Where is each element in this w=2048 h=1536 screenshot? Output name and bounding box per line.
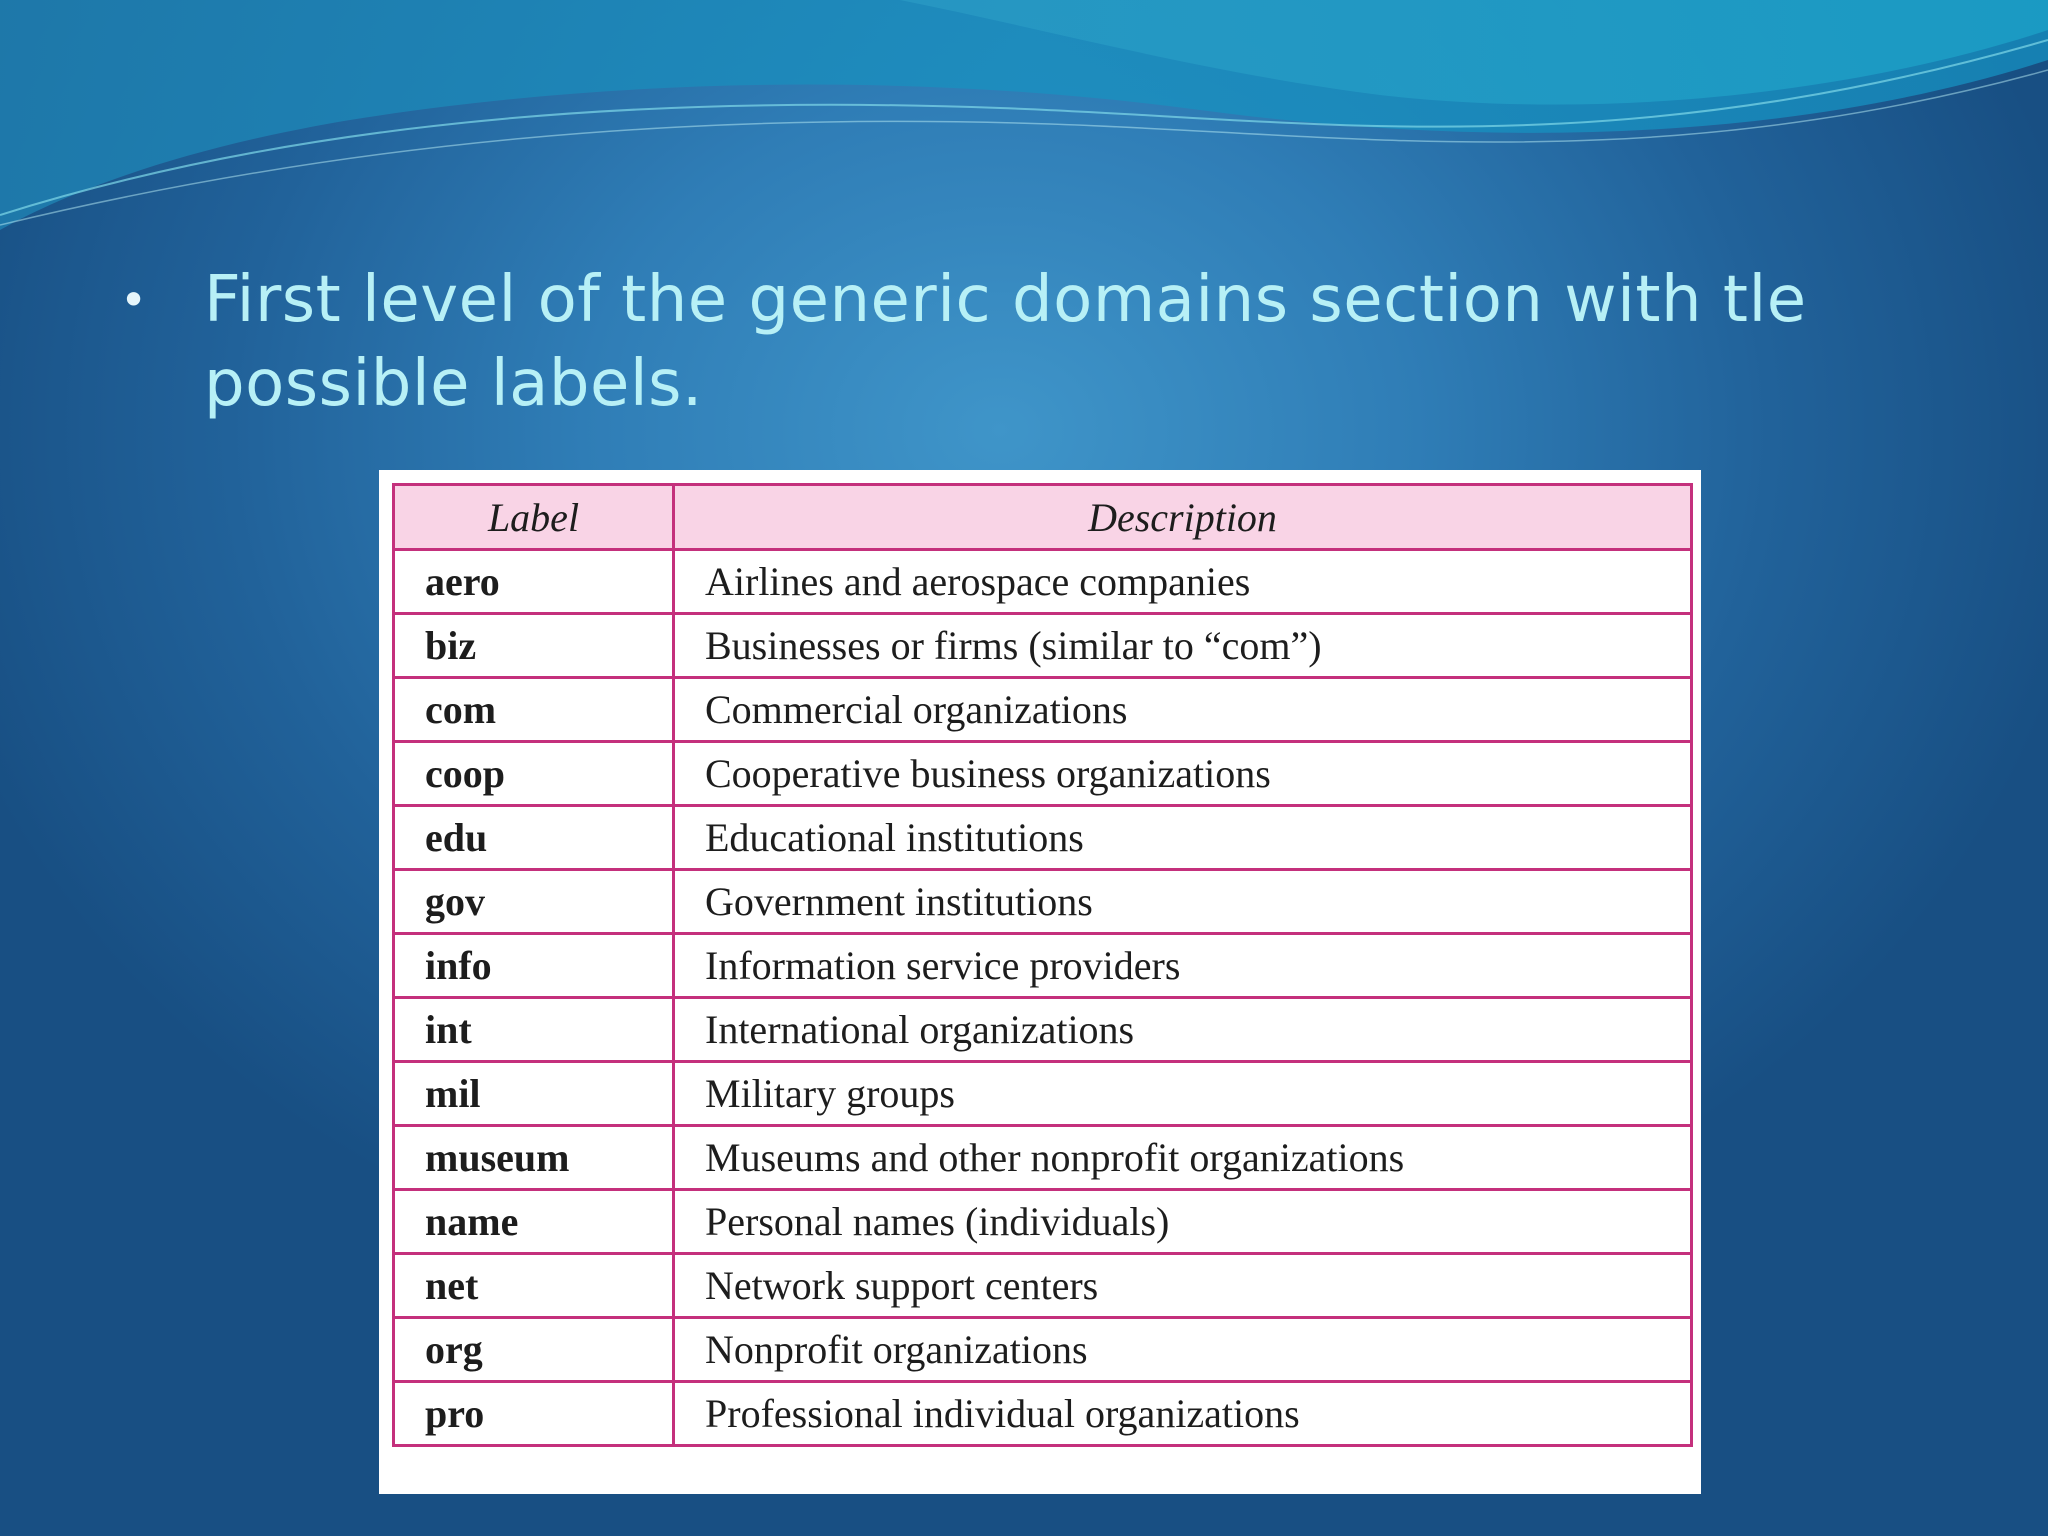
table-row [394,678,1692,742]
domain-label-cell: biz [394,614,674,678]
table-row [394,1126,1692,1190]
domain-label-cell: coop [394,742,674,806]
table-header-row [394,485,1692,550]
domain-description-cell: Military groups [674,1062,1692,1126]
domain-description-cell: Commercial organizations [674,678,1692,742]
bullet-dot-icon: • [120,273,148,327]
domain-description-cell: Information service providers [674,934,1692,998]
domain-label-cell: net [394,1254,674,1318]
table-row [394,998,1692,1062]
table-row [394,806,1692,870]
domain-description-cell: Businesses or firms (similar to “com”) [674,614,1692,678]
table-row [394,1318,1692,1382]
domain-label-cell: gov [394,870,674,934]
column-header-label: Label [394,485,674,550]
domain-label-cell: edu [394,806,674,870]
domain-label-cell: aero [394,550,674,614]
domain-table-card [379,470,1701,1494]
table-row [394,1062,1692,1126]
decorative-wave-header [0,0,2048,240]
table-row [394,742,1692,806]
table-row [394,934,1692,998]
table-row [394,1254,1692,1318]
domain-description-cell: Cooperative business organizations [674,742,1692,806]
bullet-point [120,258,1880,426]
domain-description-cell: Government institutions [674,870,1692,934]
domain-label-cell: pro [394,1382,674,1446]
domain-description-cell: International organizations [674,998,1692,1062]
domain-label-cell: int [394,998,674,1062]
table-row [394,870,1692,934]
generic-domains-table [392,483,1693,1447]
domain-label-cell: info [394,934,674,998]
table-row [394,614,1692,678]
domain-description-cell: Nonprofit organizations [674,1318,1692,1382]
slide-bullet-text: First level of the generic domains section with tle possible labels. [204,263,1807,421]
domain-label-cell: museum [394,1126,674,1190]
domain-description-cell: Professional individual organizations [674,1382,1692,1446]
domain-description-cell: Educational institutions [674,806,1692,870]
domain-label-cell: org [394,1318,674,1382]
domain-description-cell: Museums and other nonprofit organizations [674,1126,1692,1190]
table-row [394,550,1692,614]
domain-label-cell: name [394,1190,674,1254]
table-row [394,1190,1692,1254]
table-row [394,1382,1692,1446]
domain-label-cell: mil [394,1062,674,1126]
domain-description-cell: Airlines and aerospace companies [674,550,1692,614]
column-header-description: Description [674,485,1692,550]
domain-description-cell: Personal names (individuals) [674,1190,1692,1254]
domain-label-cell: com [394,678,674,742]
domain-description-cell: Network support centers [674,1254,1692,1318]
